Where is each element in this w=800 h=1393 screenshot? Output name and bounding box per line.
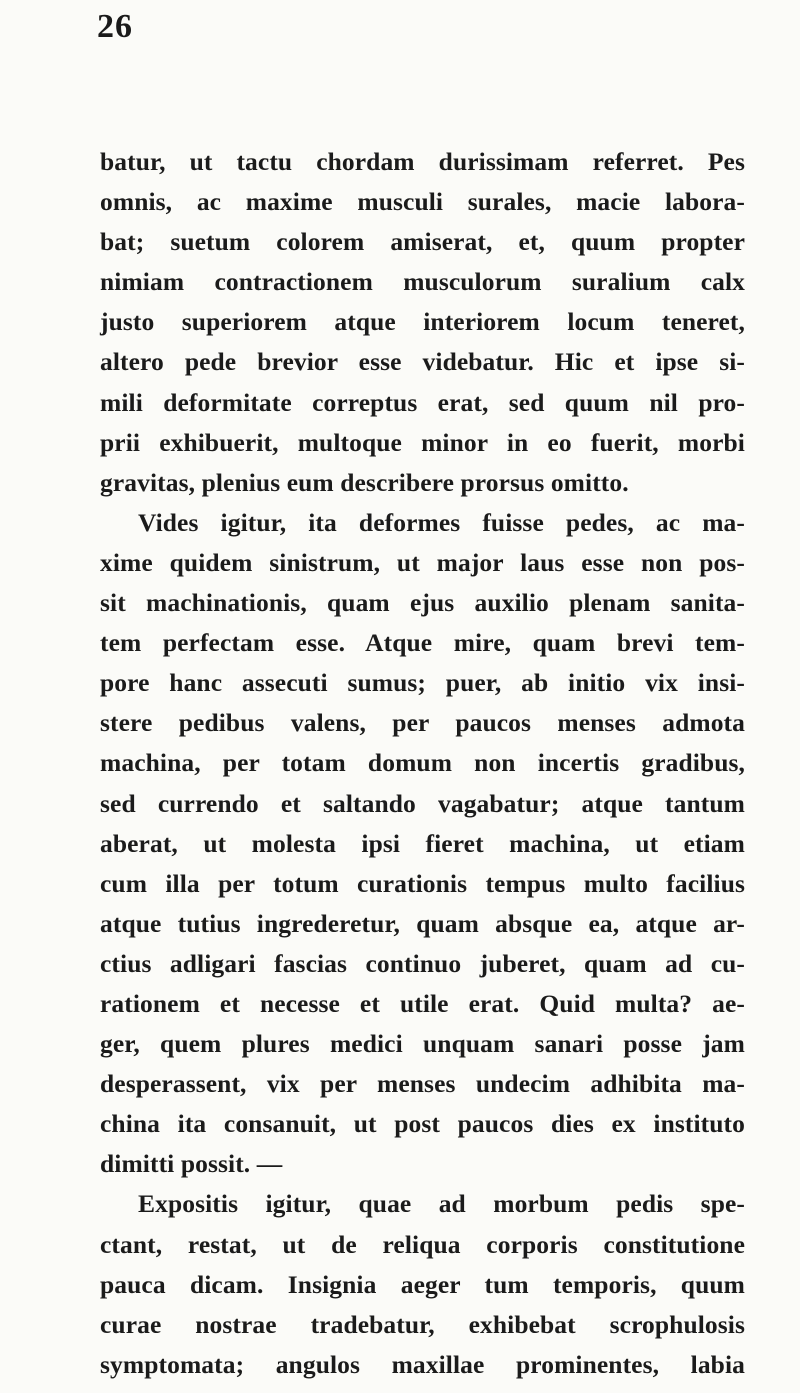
- text-line: aberat, ut molesta ipsi fieret machina, ut etiam: [100, 828, 745, 858]
- text-line: Vides igitur, ita deformes fuisse pedes, ac ma-: [138, 507, 745, 537]
- text-line: cum illa per totum curationis tempus multo facilius: [100, 868, 745, 898]
- text-line: batur, ut tactu chordam durissimam referret. Pes: [100, 147, 745, 176]
- text-line: machina, per totam domum non incertis gradibus,: [100, 748, 745, 778]
- text-line: justo superiorem atque interiorem locum teneret,: [100, 307, 745, 337]
- page-number: 26: [97, 8, 133, 45]
- text-line: desperassent, vix per menses undecim adhibita ma-: [100, 1069, 745, 1099]
- text-line: xime quidem sinistrum, ut major laus esse non pos-: [100, 547, 745, 577]
- text-line: dimitti possit. —: [100, 1149, 283, 1179]
- text-line: sit machinationis, quam ejus auxilio plenam sanita-: [100, 588, 745, 618]
- text-line: mili deformitate correptus erat, sed quum nil pro-: [100, 387, 745, 417]
- body-text: [100, 142, 745, 1385]
- text-line: gravitas, plenius eum describere prorsus omitto.: [100, 467, 629, 497]
- text-line: ctant, restat, ut de reliqua corporis constitutione: [100, 1229, 745, 1259]
- text-line: prii exhibuerit, multoque minor in eo fuerit, morbi: [100, 427, 745, 457]
- text-line: bat; suetum colorem amiserat, et, quum propter: [100, 227, 745, 257]
- text-line: tem perfectam esse. Atque mire, quam brevi tem-: [100, 628, 745, 658]
- text-line: Expositis igitur, quae ad morbum pedis spe-: [138, 1189, 745, 1219]
- text-line: china ita consanuit, ut post paucos dies ex instituto: [100, 1109, 745, 1139]
- text-line: atque tutius ingrederetur, quam absque ea, atque ar-: [100, 908, 745, 938]
- text-line: symptomata; angulos maxillae prominentes, labia: [100, 1349, 745, 1379]
- text-line: omnis, ac maxime musculi surales, macie labora-: [100, 187, 745, 217]
- text-line: rationem et necesse et utile erat. Quid multa? ae-: [100, 988, 745, 1018]
- text-line: sed currendo et saltando vagabatur; atque tantum: [100, 788, 745, 818]
- text-line: pore hanc assecuti sumus; puer, ab initio vix insi-: [100, 668, 745, 698]
- text-line: altero pede brevior esse videbatur. Hic et ipse si-: [100, 347, 745, 377]
- text-line: stere pedibus valens, per paucos menses admota: [100, 708, 745, 738]
- text-line: pauca dicam. Insignia aeger tum temporis, quum: [100, 1269, 745, 1299]
- text-line: curae nostrae tradebatur, exhibebat scrophulosis: [100, 1309, 745, 1339]
- text-line: ger, quem plures medici unquam sanari posse jam: [100, 1029, 745, 1059]
- text-line: ctius adligari fascias continuo juberet, quam ad cu-: [100, 948, 745, 978]
- text-line: nimiam contractionem musculorum suralium calx: [100, 267, 745, 297]
